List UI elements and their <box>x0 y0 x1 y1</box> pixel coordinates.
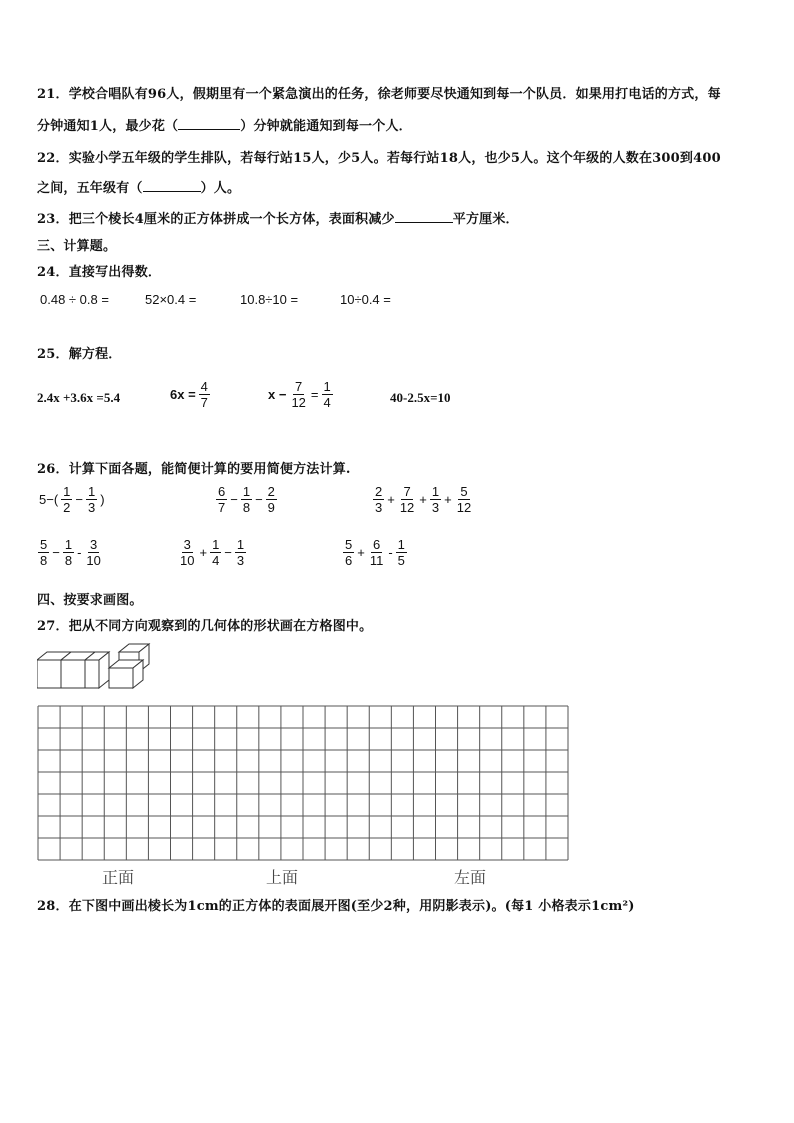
q24-item-1: 0.48 ÷ 0.8 = <box>40 292 109 307</box>
operator: − <box>255 492 263 507</box>
expr-text: ) <box>100 492 105 507</box>
denominator: 9 <box>267 500 275 515</box>
numerator: 1 <box>236 537 245 552</box>
q26-expr-6 <box>342 537 408 568</box>
fraction <box>266 484 277 515</box>
q24-title: 24．直接写出得数． <box>37 265 162 280</box>
operator: − <box>52 545 60 560</box>
q23-text-b: 平方厘米． <box>452 212 519 227</box>
denominator: 8 <box>40 553 48 568</box>
numerator: 7 <box>295 379 303 394</box>
q22-text-a: 之间，五年级有（ <box>37 181 143 196</box>
denominator: 8 <box>242 500 251 515</box>
q23-answer-blank[interactable] <box>395 210 453 223</box>
q25-eq3-fraction-1 <box>289 379 307 410</box>
q26-expr-1 <box>37 484 107 515</box>
q23-text-a: 23．把三个棱长4厘米的正方体拼成一个长方体，表面积减少 <box>37 212 395 227</box>
denominator: 8 <box>64 553 73 568</box>
denominator: 10 <box>86 553 101 568</box>
numerator: 1 <box>323 379 331 394</box>
numerator: 3 <box>90 537 98 552</box>
denominator: 11 <box>369 553 384 568</box>
operator: − <box>230 492 238 507</box>
numerator: 2 <box>375 484 383 499</box>
fraction <box>210 537 221 568</box>
numerator: 5 <box>40 537 48 552</box>
operator: - <box>388 545 393 560</box>
expr-text: 5−( <box>39 492 59 507</box>
q22-line2 <box>37 177 240 196</box>
denominator: 4 <box>323 395 331 410</box>
fraction <box>396 537 407 568</box>
numerator: 5 <box>345 537 353 552</box>
fraction <box>86 484 97 515</box>
q21-text-b: ）分钟就能通知到每一个人． <box>240 119 412 134</box>
q25-eq3-equals: = <box>310 387 319 402</box>
denominator: 4 <box>212 553 220 568</box>
numerator: 1 <box>397 537 405 552</box>
numerator: 1 <box>242 484 251 499</box>
numerator: 6 <box>372 537 381 552</box>
operator: − <box>75 492 83 507</box>
q25-eq3 <box>266 379 334 410</box>
q25-eq2 <box>168 379 211 410</box>
numerator: 3 <box>183 537 191 552</box>
fraction <box>178 537 196 568</box>
denominator: 3 <box>236 553 245 568</box>
operator: − <box>224 545 232 560</box>
operator: - <box>77 545 82 560</box>
fraction <box>455 484 473 515</box>
grid-label-front: 正面 <box>102 868 135 887</box>
denominator: 3 <box>87 500 96 515</box>
numerator: 6 <box>218 484 226 499</box>
numerator: 4 <box>200 379 208 394</box>
q25-eq3-pre: x − <box>268 387 287 402</box>
cube-solid-figure <box>37 642 177 694</box>
q26-expr-5 <box>177 537 247 568</box>
q23-line <box>37 208 519 227</box>
denominator: 5 <box>397 553 405 568</box>
fraction <box>398 484 416 515</box>
q27-title: 27．把从不同方向观察到的几何体的形状画在方格图中。 <box>37 619 373 634</box>
q26-expr-3 <box>372 484 474 515</box>
denominator: 10 <box>180 553 195 568</box>
fraction <box>61 484 72 515</box>
q25-eq4: 40-2.5x=10 <box>390 390 451 405</box>
numerator: 1 <box>64 537 73 552</box>
q25-title: 25．解方程． <box>37 347 122 362</box>
q28-text: 28．在下图中画出棱长为1cm的正方体的表面展开图(至少2种，用阴影表示)。(每1 小格表示1cm²) <box>37 899 635 914</box>
q21-answer-blank[interactable] <box>178 117 240 130</box>
fraction <box>63 537 74 568</box>
q26-expr-4 <box>37 537 104 568</box>
denominator: 7 <box>200 395 208 410</box>
denominator: 6 <box>345 553 353 568</box>
fraction <box>368 537 386 568</box>
q26-expr-2 <box>215 484 278 515</box>
fraction <box>241 484 252 515</box>
numerator: 1 <box>63 484 71 499</box>
fraction <box>84 537 102 568</box>
denominator: 12 <box>291 395 306 410</box>
numerator: 1 <box>212 537 220 552</box>
q21-text-a: 分钟通知1人，最少花（ <box>37 119 179 134</box>
fraction <box>430 484 441 515</box>
q22-text-b: ）人。 <box>200 181 241 196</box>
q24-item-4: 10÷0.4 = <box>340 292 391 307</box>
denominator: 3 <box>375 500 383 515</box>
numerator: 7 <box>403 484 411 499</box>
fraction <box>38 537 49 568</box>
fraction <box>235 537 246 568</box>
denominator: 7 <box>218 500 226 515</box>
q25-eq3-fraction-2 <box>322 379 333 410</box>
q24-item-3: 10.8÷10 = <box>240 292 299 307</box>
denominator: 12 <box>399 500 415 515</box>
q21-line1: 21．学校合唱队有96人，假期里有一个紧急演出的任务，徐老师要尽快通知到每一个队员．如果用打电话的方式，每 <box>37 87 721 102</box>
numerator: 2 <box>267 484 275 499</box>
operator: + <box>199 545 208 560</box>
denominator: 2 <box>63 500 71 515</box>
grid-label-left: 左面 <box>454 868 487 887</box>
denominator: 12 <box>456 500 472 515</box>
denominator: 3 <box>431 500 440 515</box>
q26-title: 26．计算下面各题，能简便计算的要用简便方法计算. <box>37 462 351 477</box>
numerator: 5 <box>460 484 468 499</box>
section3-heading: 三、计算题。 <box>37 239 117 254</box>
q21-line2 <box>37 115 412 134</box>
q24-item-2: 52×0.4 = <box>145 292 197 307</box>
q25-eq2-pre: 6x = <box>170 387 196 402</box>
fraction <box>343 537 354 568</box>
numerator: 1 <box>87 484 96 499</box>
operator: + <box>419 492 427 507</box>
fraction <box>373 484 384 515</box>
fraction <box>216 484 227 515</box>
grid-label-top: 上面 <box>266 868 299 887</box>
section4-heading: 四、按要求画图。 <box>37 593 143 608</box>
numerator: 1 <box>431 484 440 499</box>
operator: + <box>444 492 452 507</box>
q22-answer-blank[interactable] <box>143 179 201 192</box>
q25-eq1: 2.4x +3.6x =5.4 <box>37 390 121 405</box>
operator: + <box>387 492 395 507</box>
drawing-grid[interactable] <box>37 705 569 861</box>
q22-line1: 22．实验小学五年级的学生排队，若每行站15人，少5人。若每行站18人，也少5人。这个年级的人数在300到400 <box>37 151 721 166</box>
q25-eq2-fraction <box>199 379 210 410</box>
operator: + <box>357 545 365 560</box>
